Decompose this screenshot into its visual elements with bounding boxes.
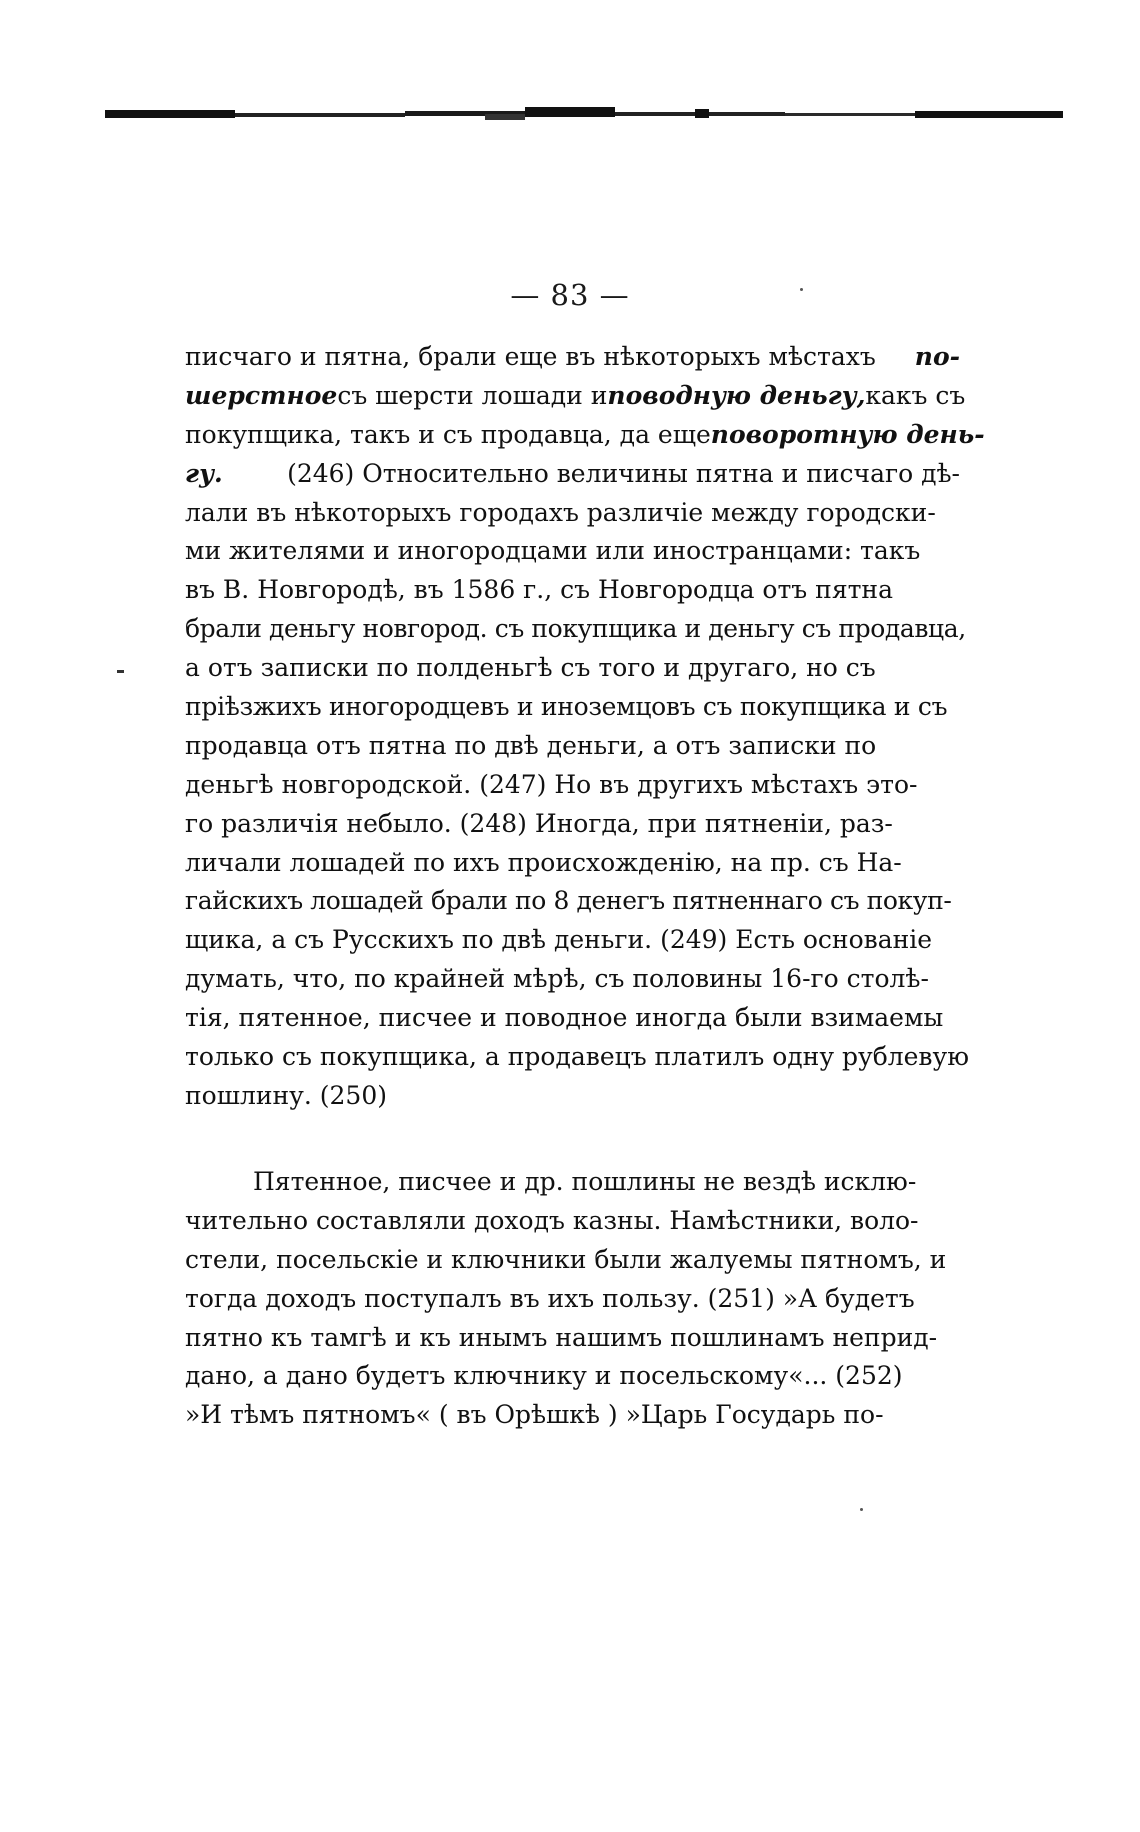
emphasis-run: поворотную день- [710,419,985,449]
text-line [185,1163,960,1202]
text-run: чительно составляли доходъ казны. Намѣстники, воло- [185,1205,919,1235]
text-run: пріѣзжихъ иногородцевъ и иноземцовъ съ покупщика и съ [185,692,948,722]
text-run: щика, а съ Русскихъ по двѣ деньги. (249) Есть основаніе [185,925,933,955]
text-line [185,921,960,960]
text-run: брали деньгу новгород. съ покупщика и деньгу съ продавца, [185,614,966,644]
text-line [185,999,960,1038]
text-line [185,338,960,377]
text-line [185,1202,960,1241]
text-run: думать, что, по крайней мѣрѣ, съ половины 16-го столѣ- [185,964,929,994]
text-run: какъ съ [865,380,966,410]
ink-speck [860,1508,863,1511]
text-run: стели, посельскіе и ключники были жалуемы пятномъ, и [185,1244,947,1274]
text-line [185,766,960,805]
text-run: а отъ записки по полденьгѣ съ того и другаго, но съ [185,653,876,683]
text-run: ми жителями и иногородцами или иностранцами: такъ [185,536,921,566]
text-line [185,1319,960,1358]
text-line [185,1077,960,1116]
text-run: (246) Относительно величины пятна и писчаго дѣ- [287,458,960,488]
top-rule-decoration [105,104,1063,124]
text-line [185,882,960,921]
text-run: деньгѣ новгородской. (247) Но въ другихъ мѣстахъ это- [185,769,918,799]
paragraph-continuation [185,338,985,1116]
text-run: покупщика, такъ и съ продавца, да еще [185,419,711,449]
text-run: пятно къ тамгѣ и къ инымъ нашимъ пошлинамъ неприд- [185,1322,938,1352]
text-run: »И тѣмъ пятномъ« ( въ Орѣшкѣ ) »Царь Государь по- [185,1400,884,1430]
text-line [185,455,960,494]
text-line [185,1038,969,1077]
page-number: — 83 — [510,278,630,312]
text-line [185,805,960,844]
text-line [185,1357,960,1396]
text-line [185,727,960,766]
ink-speck [800,288,803,291]
text-line [185,1396,960,1435]
text-run: продавца отъ пятна по двѣ деньги, а отъ записки по [185,730,877,760]
text-line [185,844,960,883]
text-line [185,532,960,571]
emphasis-run: по- [914,342,960,371]
text-line [185,571,960,610]
emphasis-run: шерстное [185,380,338,410]
emphasis-run: поводную деньгу, [607,380,866,410]
text-run: дано, а дано будетъ ключнику и посельскому«... (252) [185,1361,903,1391]
text-run: го различія небыло. (248) Иногда, при пятненіи, раз- [185,808,893,838]
text-run: съ шерсти лошади и [337,380,608,410]
text-line [185,960,960,999]
text-run: личали лошадей по ихъ происхожденію, на пр. съ На- [185,847,902,877]
text-run: только съ покупщика, а продавецъ платилъ одну рублевую [185,1042,969,1072]
text-run: Пятенное, писчее и др. пошлины не вездѣ исклю- [253,1167,917,1196]
text-line [185,416,985,455]
text-run: лали въ нѣкоторыхъ городахъ различіе между городски- [185,497,936,527]
text-line [185,649,960,688]
text-run: въ В. Новгородѣ, въ 1586 г., съ Новгородца отъ пятна [185,575,893,605]
paragraph-2 [185,1163,960,1435]
emphasis-run: гу. [185,458,223,488]
text-line [185,494,960,533]
text-line [185,377,966,416]
text-run: гайскихъ лошадей брали по 8 денегъ пятненнаго съ покуп- [185,886,952,916]
text-line [185,688,960,727]
text-run: пошлину. (250) [185,1080,387,1110]
text-line [185,1241,960,1280]
text-run: тогда доходъ поступалъ въ ихъ пользу. (251) »А будетъ [185,1283,915,1313]
margin-mark [117,670,124,673]
text-line [185,1280,960,1319]
text-run: писчаго и пятна, брали еще въ нѣкоторыхъ мѣстахъ [185,342,876,371]
text-line [185,610,966,649]
text-run: тія, пятенное, писчее и поводное иногда были взимаемы [185,1003,944,1033]
